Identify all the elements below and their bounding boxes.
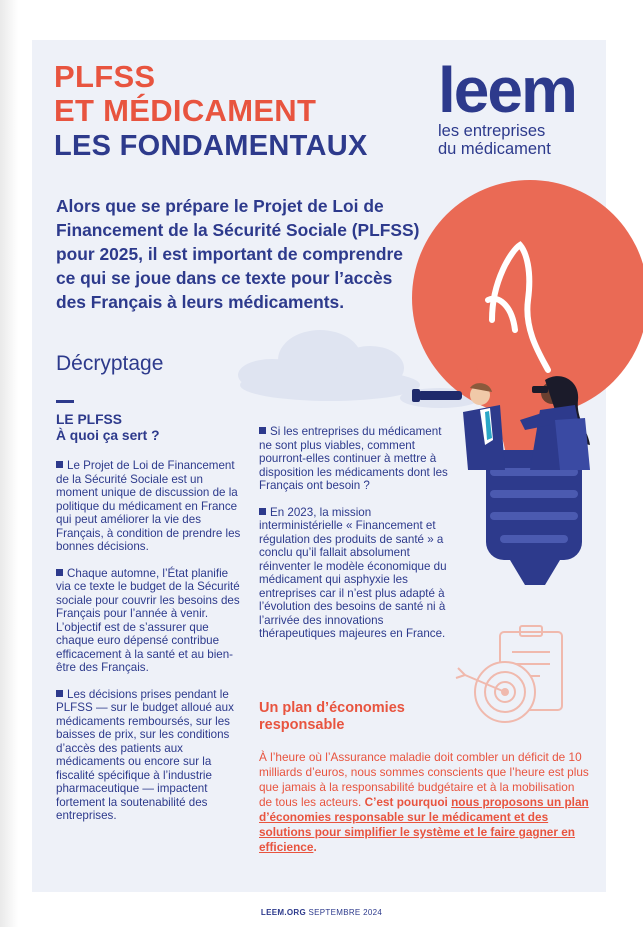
logo-word: leem [438, 54, 576, 126]
left-paragraph-text: Les décisions prises pendant le PLFSS — sur le budget alloué aux médicaments remboursés, sur les baisses de prix, sur les conditions d’accès des patients aux médicaments ou encore sur la fiscalité spécifique à l’industrie pharmaceutique — impactent fortement la soutenabilité des entreprises. [56, 687, 234, 822]
right-paragraph [259, 506, 454, 641]
right-paragraph-text: Si les entreprises du médicament ne sont plus viables, comment pourront-elles continuer à mettre à disposition les médicaments dont les Français ont besoin ? [259, 425, 448, 492]
leem-logo [438, 54, 576, 158]
title-subtitle: LES FONDAMENTAUX [54, 130, 368, 162]
left-column [56, 459, 246, 836]
document-title [54, 60, 368, 164]
footer-date: SEPTEMBRE 2024 [308, 908, 383, 917]
plan-heading-line-1: Un plan d’économies [259, 700, 405, 716]
plan-heading-line-2: responsable [259, 717, 345, 733]
left-paragraph-text: Le Projet de Loi de Financement de la Sécurité Sociale est un moment unique de discussion de la politique du médicament en France qui peut améliorer la vie des Français, à condition de prendre les bonnes décisions. [56, 459, 241, 553]
title-line-1: PLFSS [54, 59, 156, 94]
section-divider [56, 400, 74, 403]
bullet-square-icon [56, 690, 63, 697]
left-paragraph [56, 459, 246, 554]
plan-text: À l’heure où l’Assurance maladie doit combler un déficit de 10 milliards d’euros, nous sommes conscients que l’heure est plus que jamais à la responsabilité budgétaire et à la mobilisation de tous les acteurs. [259, 750, 589, 809]
right-column [259, 425, 454, 654]
section-label: Décryptage [56, 352, 164, 375]
plfss-heading [56, 412, 160, 444]
intro-paragraph: Alors que se prépare le Projet de Loi de Financement de la Sécurité Sociale (PLFSS) pour 2025, il est important de comprendre ce qui se joue dans ce texte pour l’accès des Français à leurs médicaments. [56, 196, 420, 312]
logo-tagline-2: du médicament [438, 140, 551, 158]
bullet-square-icon [56, 569, 63, 576]
plan-paragraph [259, 750, 589, 855]
plfss-heading-line-2: À quoi ça sert ? [56, 428, 160, 443]
plan-emphasis-underlined: nous proposons un plan d’économies responsable sur le médicament et des solutions pour simplifier le système et le faire gagner en efficience [259, 795, 589, 854]
footer-site-link[interactable]: LEEM.ORG [260, 908, 306, 917]
right-paragraph-text: En 2023, la mission interministérielle « Financement et régulation des produits de santé » a conclu qu’il fallait absolument réinventer le modèle économique du médicament qui asphyxie les entreprises car il n’est plus adapté à l’évolution des besoins de santé ni à l’arrivée des innovations thérapeutiques majeures en France. [259, 505, 447, 640]
left-paragraph [56, 567, 246, 675]
target-clipboard-illustration [456, 626, 562, 722]
left-paragraph-text: Chaque automne, l’État planifie via ce texte le budget de la Sécurité sociale pour couvrir les besoins des Français pour l’année à venir. L’objectif est de s’assurer que chaque euro dépensé contribue efficacement à la santé et au bien-être des Français. [56, 566, 240, 674]
bullet-square-icon [259, 427, 266, 434]
page-footer [0, 908, 643, 917]
bullet-square-icon [259, 508, 266, 515]
right-paragraph [259, 425, 454, 493]
plan-heading [259, 700, 405, 734]
plan-emphasis-end: . [313, 840, 317, 854]
title-line-2: ET MÉDICAMENT [54, 93, 317, 128]
logo-tagline-1: les entreprises [438, 122, 546, 140]
left-paragraph [56, 688, 246, 823]
plfss-heading-line-1: LE PLFSS [56, 412, 122, 427]
plan-emphasis-start: C’est pourquoi [364, 795, 452, 809]
bullet-square-icon [56, 461, 63, 468]
